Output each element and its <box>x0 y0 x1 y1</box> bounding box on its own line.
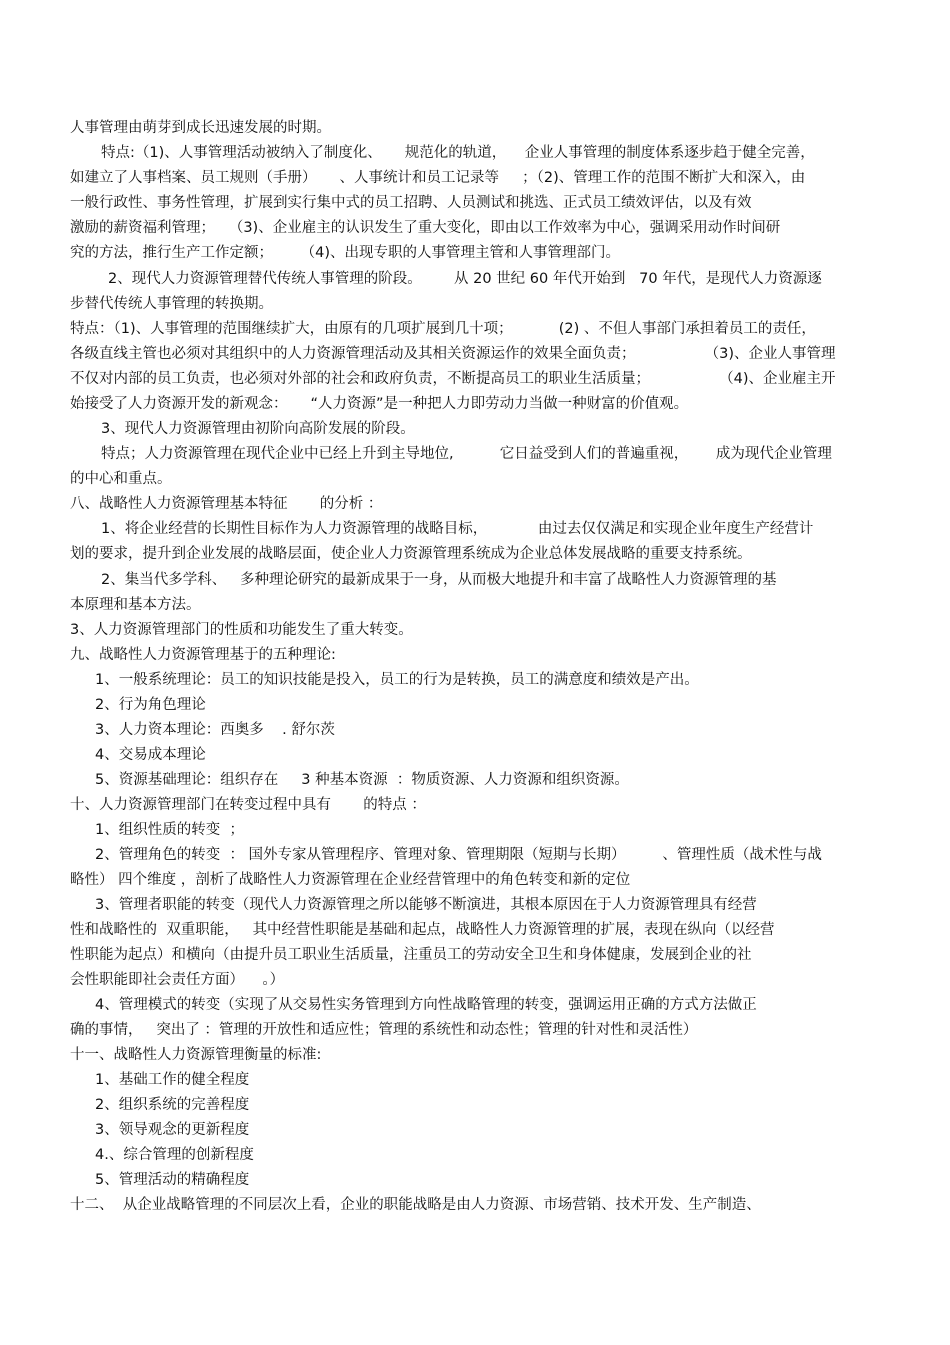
section-heading: 十、人力资源管理部门在转变过程中具有 的特点 ： <box>70 797 426 813</box>
list-item: 1、一般系统理论：员工的知识技能是投入，员工的行为是转换，员工的满意度和绩效是产出。 <box>95 672 699 688</box>
text-line: 各级直线主管也必须对其组织中的人力资源管理活动及其相关资源运作的效果全面负责； （3)、企业人事管理 <box>70 346 836 362</box>
section-heading: 八、战略性人力资源管理基本特征 的分析 ： <box>70 496 383 512</box>
text-line: 本原理和基本方法。 <box>70 597 201 613</box>
text-line: 会性职能即社会责任方面） 。） <box>70 972 285 988</box>
text-line: 激励的薪资福利管理； （3)、企业雇主的认识发生了重大变化，即由以工作效率为中心，强调采用动作时间研 <box>70 220 781 236</box>
list-item: 2、行为角色理论 <box>95 697 206 713</box>
text-line: 步替代传统人事管理的转换期。 <box>70 296 273 312</box>
text-line: 确的事情， 突出了 ：管理的开放性和适应性；管理的系统性和动态性；管理的针对性和灵活性） <box>70 1022 698 1038</box>
list-item: 1、基础工作的健全程度 <box>95 1072 250 1088</box>
text-line: 1、将企业经营的长期性目标作为人力资源管理的战略目标， 由过去仅仅满足和实现企业年度生产经营计 <box>101 521 814 537</box>
text-line: 2、集当代多学科、 多种理论研究的最新成果于一身，从而极大地提升和丰富了战略性人力资源管理的基 <box>101 572 777 588</box>
text-line: 一般行政性、事务性管理，扩展到实行集中式的员工招聘、人员测试和挑选、正式员工绩效评估，以及有效 <box>70 195 752 211</box>
list-item: 5、资源基础理论：组织存在 3 种基本资源 ：物质资源、人力资源和组织资源。 <box>95 772 629 788</box>
text-line: 特点；人力资源管理在现代企业中已经上升到主导地位, 它日益受到人们的普遍重视， 成为现代企业管理 <box>101 446 832 462</box>
section-heading: 十一、战略性人力资源管理衡量的标准: <box>70 1047 322 1063</box>
list-item: 2、管理角色的转变 ： 国外专家从管理程序、管理对象、管理期限（短期与长期） 、管理性质（战术性与战 <box>95 847 822 863</box>
list-item: 4、管理模式的转变（实现了从交易性实务管理到方向性战略管理的转变，强调运用正确的方式方法做正 <box>95 997 757 1013</box>
list-item: 3、管理者职能的转变（现代人力资源管理之所以能够不断演进，其根本原因在于人力资源管理具有经营 <box>95 897 757 913</box>
text-line: 如建立了人事档案、员工规则（手册） 、人事统计和员工记录等 ；（2)、管理工作的范围不断扩大和深入，由 <box>70 170 806 186</box>
list-item: 4、交易成本理论 <box>95 747 206 763</box>
list-item: 5、管理活动的精确程度 <box>95 1172 250 1188</box>
text-line: 2、现代人力资源管理替代传统人事管理的阶段。 从 20 世纪 60 年代开始到 70 年代，是现代人力资源逐 <box>108 271 822 287</box>
text-line: 性和战略性的 双重职能， 其中经营性职能是基础和起点，战略性人力资源管理的扩展，表现在纵向（以经营 <box>70 922 775 938</box>
text-line: 略性） 四个维度 ，剖析了战略性人力资源管理在企业经营管理中的角色转变和新的定位 <box>70 872 631 888</box>
text-line: 的中心和重点。 <box>70 471 172 487</box>
text-line: 3、人力资源管理部门的性质和功能发生了重大转变。 <box>70 622 413 638</box>
text-line: 性职能为起点）和横向（由提升员工职业生活质量，注重员工的劳动安全卫生和身体健康，发展到企业的社 <box>70 947 752 963</box>
text-line: 划的要求，提升到企业发展的战略层面，使企业人力资源管理系统成为企业总体发展战略的重要支持系统。 <box>70 546 752 562</box>
list-item: 1、组织性质的转变 ； <box>95 822 244 838</box>
list-item: 2、组织系统的完善程度 <box>95 1097 250 1113</box>
text-line: 特点：（1)、人事管理的范围继续扩大，由原有的几项扩展到几十项； (2) 、不但人事部门承担着员工的责任， <box>70 321 816 337</box>
text-line: 3、现代人力资源管理由初阶向高阶发展的阶段。 <box>101 421 415 437</box>
text-line: 不仅对内部的员工负责，也必须对外部的社会和政府负责，不断提高员工的职业生活质量； （4)、企业雇主开 <box>70 371 836 387</box>
section-heading: 十二、 从企业战略管理的不同层次上看，企业的职能战略是由人力资源、市场营销、技术开发、生产制造、 <box>70 1197 761 1213</box>
list-item: 3、领导观念的更新程度 <box>95 1122 250 1138</box>
text-line: 始接受了人力资源开发的新观念： “人力资源”是一种把人力即劳动力当做一种财富的价值观。 <box>70 396 689 412</box>
text-line: 人事管理由萌芽到成长迅速发展的时期。 <box>70 120 331 136</box>
text-line: 特点:（1)、人事管理活动被纳入了制度化、 规范化的轨道， 企业人事管理的制度体系逐步趋于健全完善， <box>101 145 815 161</box>
list-item: 4.、综合管理的创新程度 <box>95 1147 254 1163</box>
list-item: 3、人力资本理论：西奥多 . 舒尔茨 <box>95 722 335 738</box>
text-line: 究的方法，推行生产工作定额； （4)、出现专职的人事管理主管和人事管理部门。 <box>70 245 621 261</box>
section-heading: 九、战略性人力资源管理基于的五种理论: <box>70 647 336 663</box>
